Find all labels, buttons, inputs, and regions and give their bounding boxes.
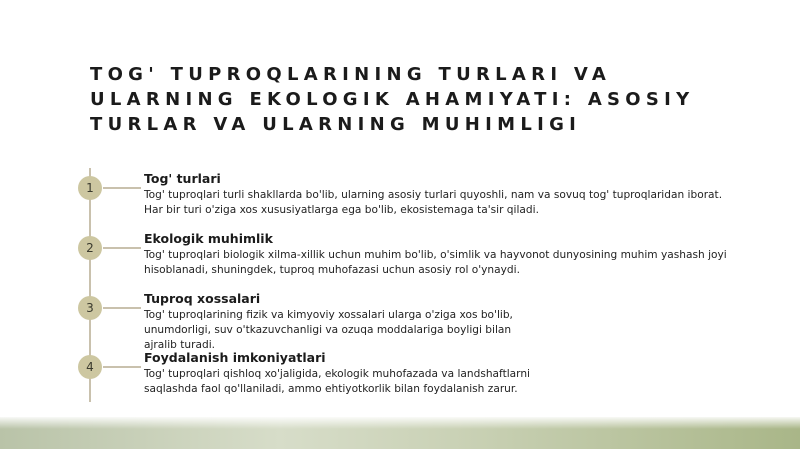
item-heading-3: Tuproq xossalari	[144, 291, 261, 306]
timeline-connector	[103, 366, 141, 368]
item-text-4: Tog' tuproqlari qishloq xo'jaligida, ekologik muhofazada va landshaftlarni saqlashda faol qo'llaniladi, ammo ehtiyotkorlik bilan foydalanish zarur.	[144, 368, 530, 395]
timeline-connector	[103, 187, 141, 189]
slide-title: TOG' TUPROQLARINING TURLARI VA ULARNING EKOLOGIK AHAMIYATI: ASOSIY TURLAR VA ULARNING MUHIMLIGI	[90, 64, 695, 135]
item-text-3: Tog' tuproqlarining fizik va kimyoviy xossalari ularga o'ziga xos bo'lib, unumdorligi, suv o'tkazuvchanligi va ozuqa moddalariga boyligi bilan ajralib turadi.	[144, 309, 513, 351]
step-marker-1: 1	[78, 176, 102, 200]
timeline-connector	[103, 307, 141, 309]
step-marker-2: 2	[78, 236, 102, 260]
item-heading-1: Tog' turlari	[144, 171, 221, 186]
item-heading-2: Ekologik muhimlik	[144, 231, 273, 246]
step-marker-4: 4	[78, 355, 102, 379]
item-heading-4: Foydalanish imkoniyatlari	[144, 350, 326, 365]
item-text-1: Tog' tuproqlari turli shakllarda bo'lib, ularning asosiy turlari quyoshli, nam va sovuq tog' tuproqlaridan iborat. Har bir turi o'ziga xos xususiyatlarga ega bo'lib, ekosistemaga ta'sir qiladi.	[144, 189, 723, 216]
step-marker-3: 3	[78, 296, 102, 320]
decorative-footer-band	[0, 417, 800, 449]
timeline-connector	[103, 247, 141, 249]
item-text-2: Tog' tuproqlari biologik xilma-xillik uchun muhim bo'lib, o'simlik va hayvonot dunyosining muhim yashash joyi hisoblanadi, shuningdek, tuproq muhofazasi uchun asosiy rol o'ynaydi.	[144, 249, 727, 276]
